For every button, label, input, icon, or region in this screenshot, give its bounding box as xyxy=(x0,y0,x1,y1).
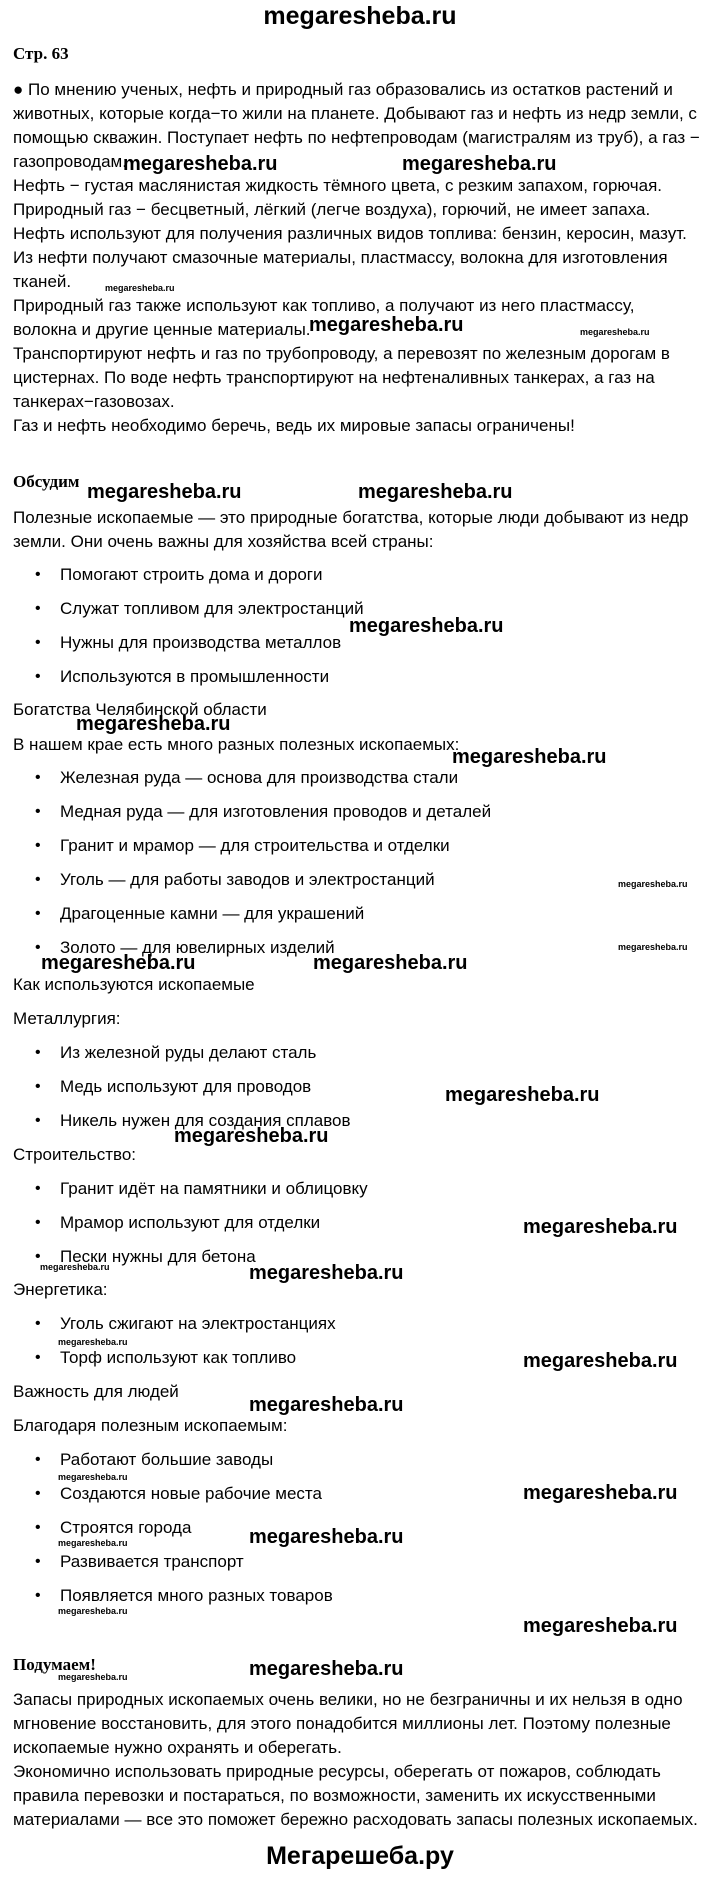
list-item: • Из железной руды делают сталь xyxy=(13,1041,703,1075)
think-line: мгновение восстановить, для этого понадобится миллионы лет. Поэтому полезные xyxy=(13,1714,671,1733)
list-item: • Гранит идёт на памятники и облицовку xyxy=(13,1177,703,1211)
list-item: • Железная руда — основа для производства стали xyxy=(13,766,703,800)
watermark: megaresheba.ru xyxy=(523,1216,678,1238)
list-item: • Пески нужны для бетона xyxy=(13,1245,703,1279)
list-item: • Никель нужен для создания сплавов xyxy=(13,1109,703,1143)
intro-line: танкерах−газовозах. xyxy=(13,392,175,411)
people-title: Важность для людей xyxy=(13,1382,179,1401)
watermark: megaresheba.ru xyxy=(309,314,464,336)
watermark: megaresheba.ru xyxy=(402,153,557,175)
watermark: megaresheba.ru xyxy=(174,1125,329,1147)
discuss-intro-line: Полезные ископаемые — это природные богатства, которые люди добывают из недр xyxy=(13,508,689,527)
list-item: • Золото — для ювелирных изделий xyxy=(13,936,703,970)
usage-title: Как используются ископаемые xyxy=(13,975,255,994)
watermark: megaresheba.ru xyxy=(249,1658,404,1680)
energy-label: Энергетика: xyxy=(13,1280,108,1299)
list-item: • Служат топливом для электростанций xyxy=(13,597,703,631)
watermark: megaresheba.ru xyxy=(76,713,231,735)
watermark-small: megaresheba.ru xyxy=(58,1606,128,1616)
intro-line: газопроводам. xyxy=(13,152,127,171)
intro-line: ● По мнению ученых, нефть и природный газ образовались из остатков растений и xyxy=(13,80,673,99)
list-item: • Медь используют для проводов xyxy=(13,1075,703,1109)
watermark: megaresheba.ru xyxy=(452,746,607,768)
discuss-heading: Обсудим xyxy=(13,472,80,491)
intro-line: тканей. xyxy=(13,272,72,291)
list-item: • Драгоценные камни — для украшений xyxy=(13,902,703,936)
watermark: megaresheba.ru xyxy=(358,481,513,503)
watermark-small: megaresheba.ru xyxy=(40,1262,110,1272)
discuss-intro xyxy=(13,506,713,554)
intro-line: волокна и другие ценные материалы. xyxy=(13,320,311,339)
list-item: • Мрамор используют для отделки xyxy=(13,1211,703,1245)
discuss-intro-line: земли. Они очень важны для хозяйства всей страны: xyxy=(13,532,434,551)
list-item: • Появляется много разных товаров xyxy=(13,1584,703,1618)
think-line: правила перевозки и постараться, по возможности, заменить их искусственными xyxy=(13,1786,656,1805)
intro-line: Из нефти получают смазочные материалы, пластмассу, волокна для изготовления xyxy=(13,248,668,267)
list-item: • Работают большие заводы xyxy=(13,1448,703,1482)
watermark: megaresheba.ru xyxy=(249,1262,404,1284)
watermark-small: megaresheba.ru xyxy=(618,942,688,952)
list-item: • Строятся города xyxy=(13,1516,703,1550)
intro-line: Природный газ также используют как топливо, а получают из него пластмассу, xyxy=(13,296,635,315)
site-footer[interactable]: Мегарешеба.ру xyxy=(266,1842,454,1870)
construction-label: Строительство: xyxy=(13,1145,137,1164)
think-heading: Подумаем! xyxy=(13,1655,96,1674)
list-item: • Гранит и мрамор — для строительства и отделки xyxy=(13,834,703,868)
intro-text xyxy=(13,78,713,438)
think-line: ископаемые нужно охранять и оберегать. xyxy=(13,1738,342,1757)
list-item: • Уголь сжигают на электростанциях xyxy=(13,1312,703,1346)
list-item: • Используются в промышленности xyxy=(13,665,703,699)
intro-line: Нефть − густая маслянистая жидкость тёмного цвета, с резким запахом, горючая. xyxy=(13,176,663,195)
watermark-small: megaresheba.ru xyxy=(58,1538,128,1548)
intro-line: Газ и нефть необходимо беречь, ведь их мировые запасы ограничены! xyxy=(13,416,575,435)
list-item: • Помогают строить дома и дороги xyxy=(13,563,703,597)
page-label: Стр. 63 xyxy=(13,44,69,63)
intro-line: Нефть используют для получения различных видов топлива: бензин, керосин, мазут. xyxy=(13,224,687,243)
watermark-small: megaresheba.ru xyxy=(58,1672,128,1682)
watermark-small: megaresheba.ru xyxy=(618,879,688,889)
site-title[interactable]: megaresheba.ru xyxy=(263,2,457,30)
watermark-small: megaresheba.ru xyxy=(580,327,650,337)
region-intro: В нашем крае есть много разных полезных ископаемых: xyxy=(13,735,460,754)
think-line: материалами — все это поможет бережно расходовать запасы полезных ископаемых. xyxy=(13,1810,698,1829)
watermark: megaresheba.ru xyxy=(249,1526,404,1548)
intro-line: животных, которые когда−то жили на планете. Добывают газ и нефть из недр земли, с xyxy=(13,104,697,123)
watermark: megaresheba.ru xyxy=(523,1482,678,1504)
watermark: megaresheba.ru xyxy=(249,1394,404,1416)
think-text xyxy=(13,1688,713,1832)
think-line: Запасы природных ископаемых очень велики, но не безграничны и их нельзя в одно xyxy=(13,1690,683,1709)
watermark: megaresheba.ru xyxy=(41,952,196,974)
watermark: megaresheba.ru xyxy=(523,1350,678,1372)
watermark: megaresheba.ru xyxy=(445,1084,600,1106)
intro-line: Природный газ − бесцветный, лёгкий (легче воздуха), горючий, не имеет запаха. xyxy=(13,200,651,219)
think-line: Экономично использовать природные ресурсы, оберегать от пожаров, соблюдать xyxy=(13,1762,661,1781)
watermark: megaresheba.ru xyxy=(87,481,242,503)
list-item: • Нужны для производства металлов xyxy=(13,631,703,665)
watermark-small: megaresheba.ru xyxy=(105,283,175,293)
watermark-small: megaresheba.ru xyxy=(58,1472,128,1482)
intro-line: цистернах. По воде нефть транспортируют на нефтеналивных танкерах, а газ на xyxy=(13,368,655,387)
region-title: Богатства Челябинской области xyxy=(13,700,267,719)
watermark: megaresheba.ru xyxy=(523,1615,678,1637)
watermark: megaresheba.ru xyxy=(313,952,468,974)
list-item: • Торф используют как топливо xyxy=(13,1346,703,1380)
list-item: • Уголь — для работы заводов и электростанций xyxy=(13,868,703,902)
watermark: megaresheba.ru xyxy=(349,615,504,637)
list-item: • Создаются новые рабочие места xyxy=(13,1482,703,1516)
list-item: • Медная руда — для изготовления проводов и деталей xyxy=(13,800,703,834)
metallurgy-label: Металлургия: xyxy=(13,1009,121,1028)
intro-line: Транспортируют нефть и газ по трубопроводу, а перевозят по железным дорогам в xyxy=(13,344,670,363)
people-intro: Благодаря полезным ископаемым: xyxy=(13,1416,288,1435)
intro-line: помощью скважин. Поступает нефть по нефтепроводам (магистралям из труб), а газ − xyxy=(13,128,700,147)
list-item: • Развивается транспорт xyxy=(13,1550,703,1584)
watermark: megaresheba.ru xyxy=(123,153,278,175)
resources-list xyxy=(13,766,703,970)
watermark-small: megaresheba.ru xyxy=(58,1337,128,1347)
